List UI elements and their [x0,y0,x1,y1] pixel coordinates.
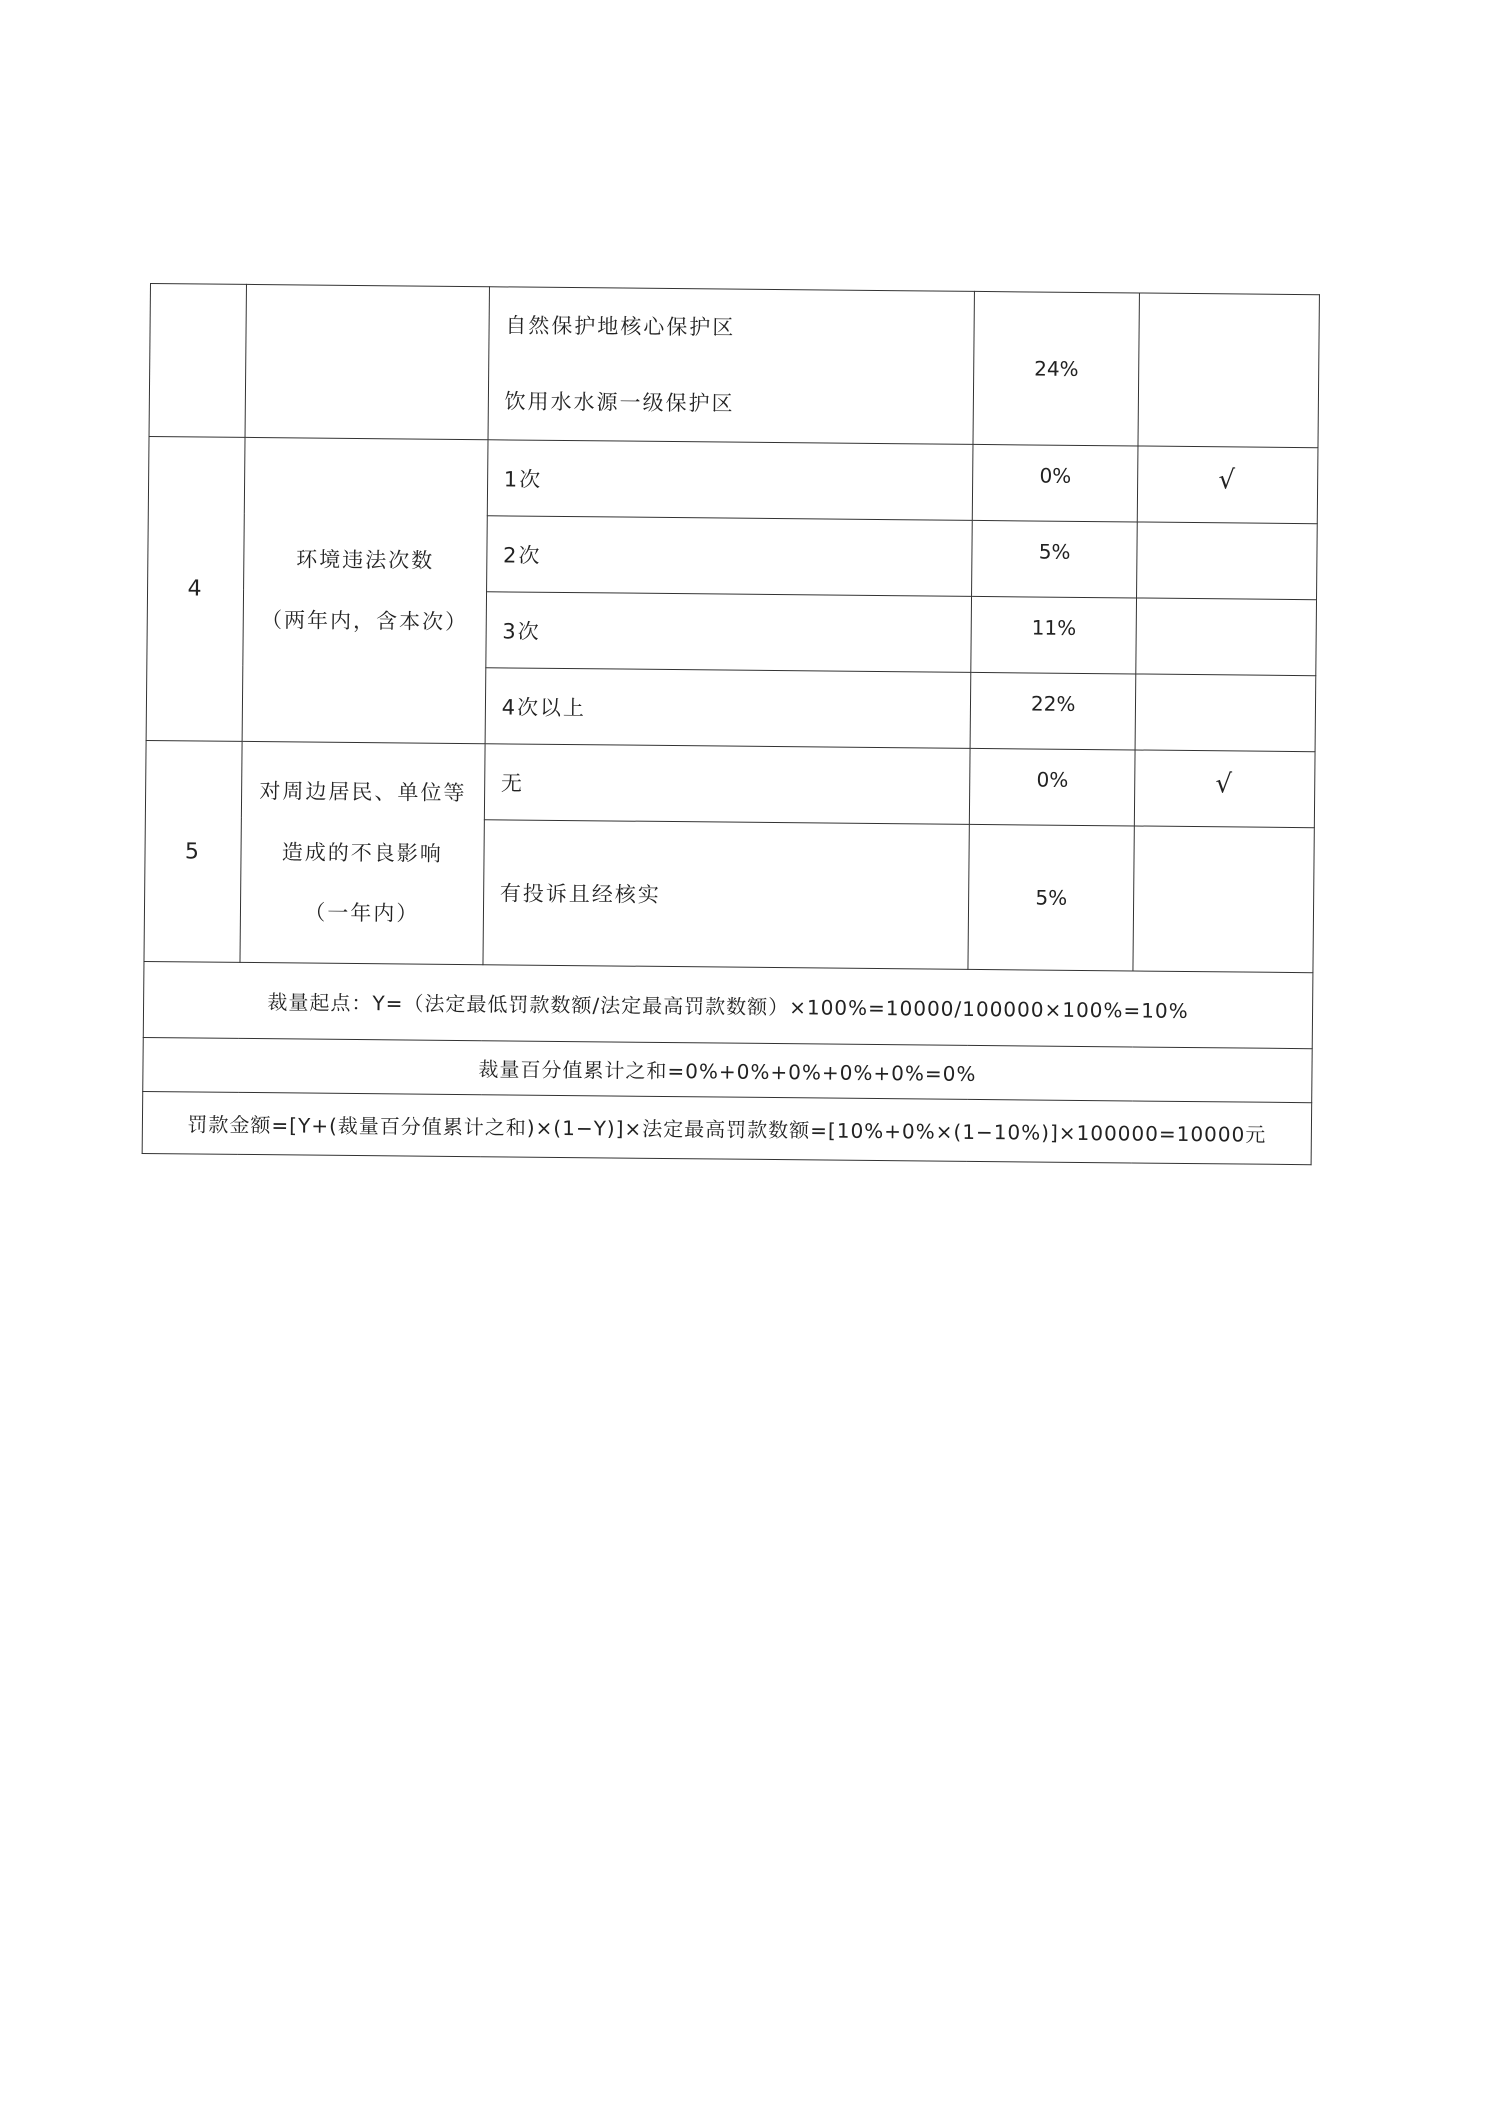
factor-cell [242,437,488,743]
condition-cell: 无 [484,744,970,825]
table-row [148,436,1318,523]
check-cell [1135,674,1316,752]
condition-cell [488,287,975,445]
factor-text: （一年内） [304,900,420,927]
percentage-cell: 11% [971,596,1137,674]
penalty-discretion-table [142,283,1320,1165]
factor-text: 对周边居民、单位等 [259,778,467,805]
percentage-cell: 24% [973,291,1139,446]
percentage-cell: 0% [973,444,1139,522]
condition-cell: 1次 [487,440,973,521]
condition-cell: 2次 [486,516,972,597]
check-mark: √ [1137,446,1318,524]
condition-cell: 3次 [486,592,972,673]
table-row [145,740,1315,827]
check-cell [1138,293,1319,448]
condition-text: 饮用水水源一级保护区 [504,389,735,416]
item-number-cell: 5 [144,740,242,962]
factor-text: 造成的不良影响 [281,839,443,866]
discretion-start-point: 裁量起点：Y=（法定最低罚款数额/法定最高罚款数额）×100%=10000/100000×100%=10% [143,961,1313,1048]
check-cell [1133,826,1314,973]
factor-cell [240,741,485,964]
table-row [149,284,1319,448]
item-number-cell: 4 [146,436,245,741]
check-mark: √ [1134,750,1315,828]
check-cell [1136,598,1317,676]
table-row [143,961,1313,1048]
percentage-sum: 裁量百分值累计之和=0%+0%+0%+0%+0%=0% [143,1037,1312,1102]
table-row [142,1091,1312,1164]
condition-cell: 4次以上 [485,668,971,749]
condition-cell: 有投诉且经核实 [483,820,970,970]
factor-text: （两年内，含本次） [260,607,469,634]
percentage-cell: 5% [968,824,1134,971]
check-cell [1137,522,1318,600]
percentage-cell: 22% [970,672,1136,750]
percentage-cell: 0% [970,748,1136,826]
factor-cell [245,284,489,439]
item-number-cell [149,284,246,438]
condition-text: 自然保护地核心保护区 [505,313,736,340]
percentage-cell: 5% [972,520,1138,598]
fine-amount: 罚款金额=[Y+(裁量百分值累计之和)×(1−Y)]×法定最高罚款数额=[10%+0%×(1−10%)]×100000=10000元 [142,1091,1312,1164]
factor-text: 环境违法次数 [296,547,435,573]
